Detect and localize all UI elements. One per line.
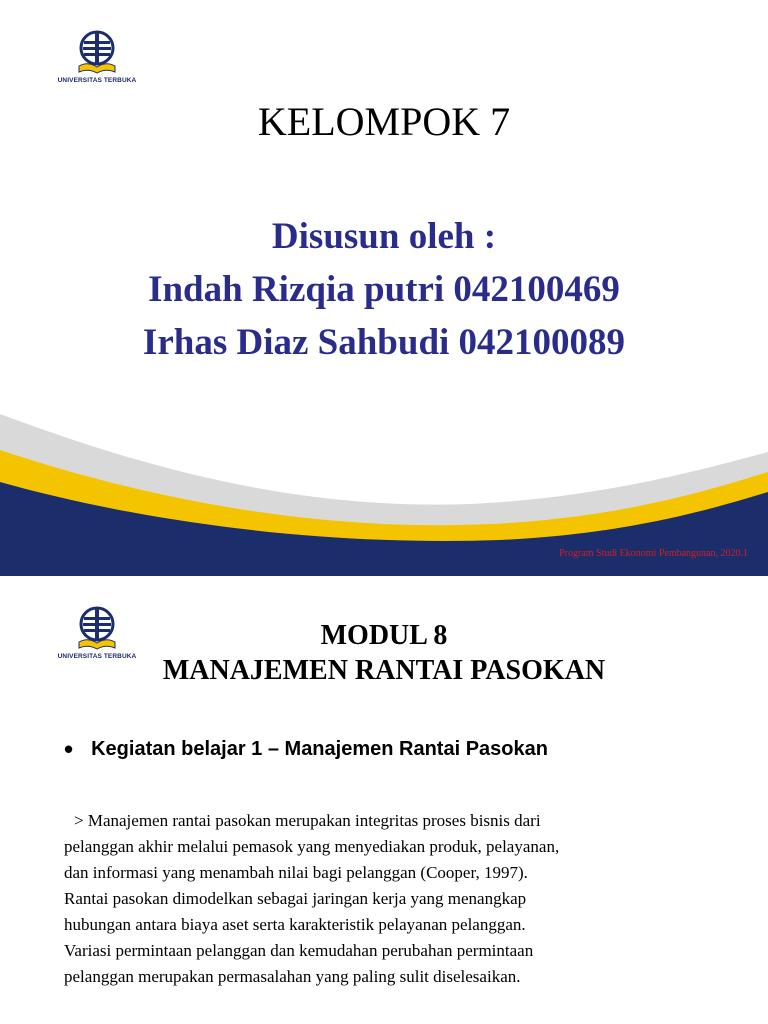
logo-caption: UNIVERSITAS TERBUKA bbox=[57, 77, 137, 84]
bullet-item bbox=[64, 734, 548, 764]
module-title bbox=[0, 618, 768, 688]
paragraph-line: Variasi permintaan pelanggan dan kemudahan perubahan permintaan bbox=[64, 941, 534, 960]
university-logo bbox=[54, 30, 140, 84]
bullet-text: Kegiatan belajar 1 – Manajemen Rantai Pasokan bbox=[91, 738, 548, 760]
cover-title: KELOMPOK 7 bbox=[257, 99, 511, 144]
paragraph-line: pelanggan merupakan permasalahan yang paling sulit diselesaikan. bbox=[64, 967, 521, 986]
paragraph-line: hubungan antara biaya aset serta karakteristik pelayanan pelanggan. bbox=[64, 915, 526, 934]
paragraph-line: Rantai pasokan dimodelkan sebagai jaringan kerja yang menangkap bbox=[64, 889, 527, 908]
body-paragraph bbox=[64, 808, 724, 990]
university-emblem-icon bbox=[74, 30, 120, 76]
module-title-line-2: MANAJEMEN RANTAI PASOKAN bbox=[162, 655, 606, 686]
module-title-line-1: MODUL 8 bbox=[320, 620, 448, 651]
author-line-2: Irhas Diaz Sahbudi 042100089 bbox=[142, 322, 626, 363]
paragraph-line: > Manajemen rantai pasokan merupakan integritas proses bisnis dari bbox=[74, 811, 541, 830]
author-line-1: Indah Rizqia putri 042100469 bbox=[148, 269, 620, 310]
footer-text: Program Studi Ekonomi Pembangunan, 2020.1 bbox=[559, 548, 748, 559]
bullet-dot-icon: • bbox=[64, 734, 74, 764]
paragraph-line: dan informasi yang menambah nilai bagi pelanggan (Cooper, 1997). bbox=[64, 863, 528, 882]
logo-caption: UNIVERSITAS TERBUKA bbox=[57, 653, 137, 660]
author-heading: Disusun oleh : bbox=[271, 216, 497, 257]
author-block bbox=[0, 210, 768, 369]
paragraph-line: pelanggan akhir melalui pemasok yang menyediakan produk, pelayanan, bbox=[64, 837, 560, 856]
slide-module bbox=[0, 576, 768, 1024]
